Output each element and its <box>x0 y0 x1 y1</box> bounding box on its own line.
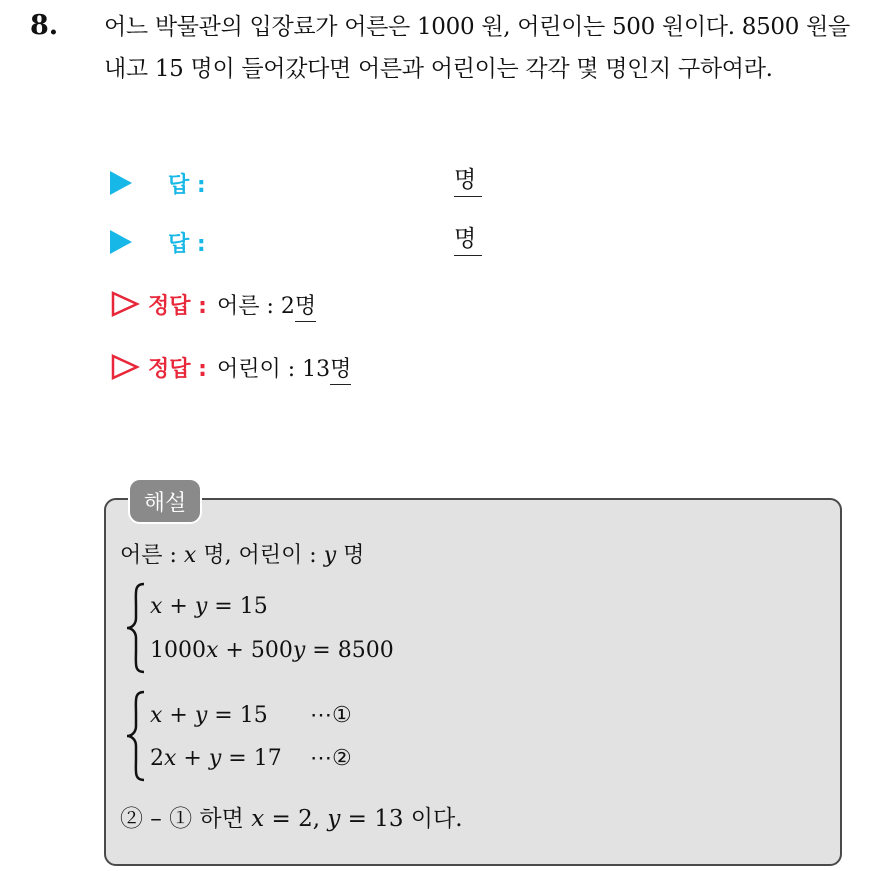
brace-icon <box>124 582 148 674</box>
correct-answer-row-1 <box>110 284 316 324</box>
answer-unit[interactable]: 명 <box>454 167 482 197</box>
answer-row-1 <box>110 163 206 203</box>
solution-intro: 어른 : x 명, 어린이 : y 명 <box>120 543 365 568</box>
triangle-icon <box>110 171 132 195</box>
correct-answer-row-2 <box>110 347 351 387</box>
triangle-outline-icon <box>110 290 140 318</box>
answer-label: 답 : <box>168 231 206 257</box>
answer-unit[interactable]: 명 <box>454 226 482 256</box>
system2-eq2: 2x + y = 17 ⋯② <box>150 746 352 771</box>
answer-row-2 <box>110 222 206 262</box>
correct-answer-label: 정답 : <box>148 356 207 382</box>
triangle-icon <box>110 230 132 254</box>
system2-eq1: x + y = 15 ⋯① <box>150 703 352 728</box>
system1-eq2: 1000x + 500y = 8500 <box>150 638 394 663</box>
question-text: 어느 박물관의 입장료가 어른은 1000 원, 어린이는 500 원이다. 8500 원을 내고 15 명이 들어갔다면 어른과 어린이는 각각 몇 명인지 구하여라. <box>104 14 850 82</box>
correct-answer-label: 정답 : <box>148 293 207 319</box>
question-number: 8. <box>30 10 59 41</box>
correct-answer-value: 어른 : 2명 <box>217 289 316 320</box>
triangle-outline-icon <box>110 353 140 381</box>
correct-answer-value: 어린이 : 13명 <box>217 352 351 383</box>
solution-tab: 해설 <box>128 478 202 524</box>
solution-conclusion: ② – ① 하면 x = 2, y = 13 이다. <box>120 806 463 832</box>
system1-eq1: x + y = 15 <box>150 594 268 619</box>
brace-icon <box>124 690 148 782</box>
answer-label: 답 : <box>168 172 206 198</box>
